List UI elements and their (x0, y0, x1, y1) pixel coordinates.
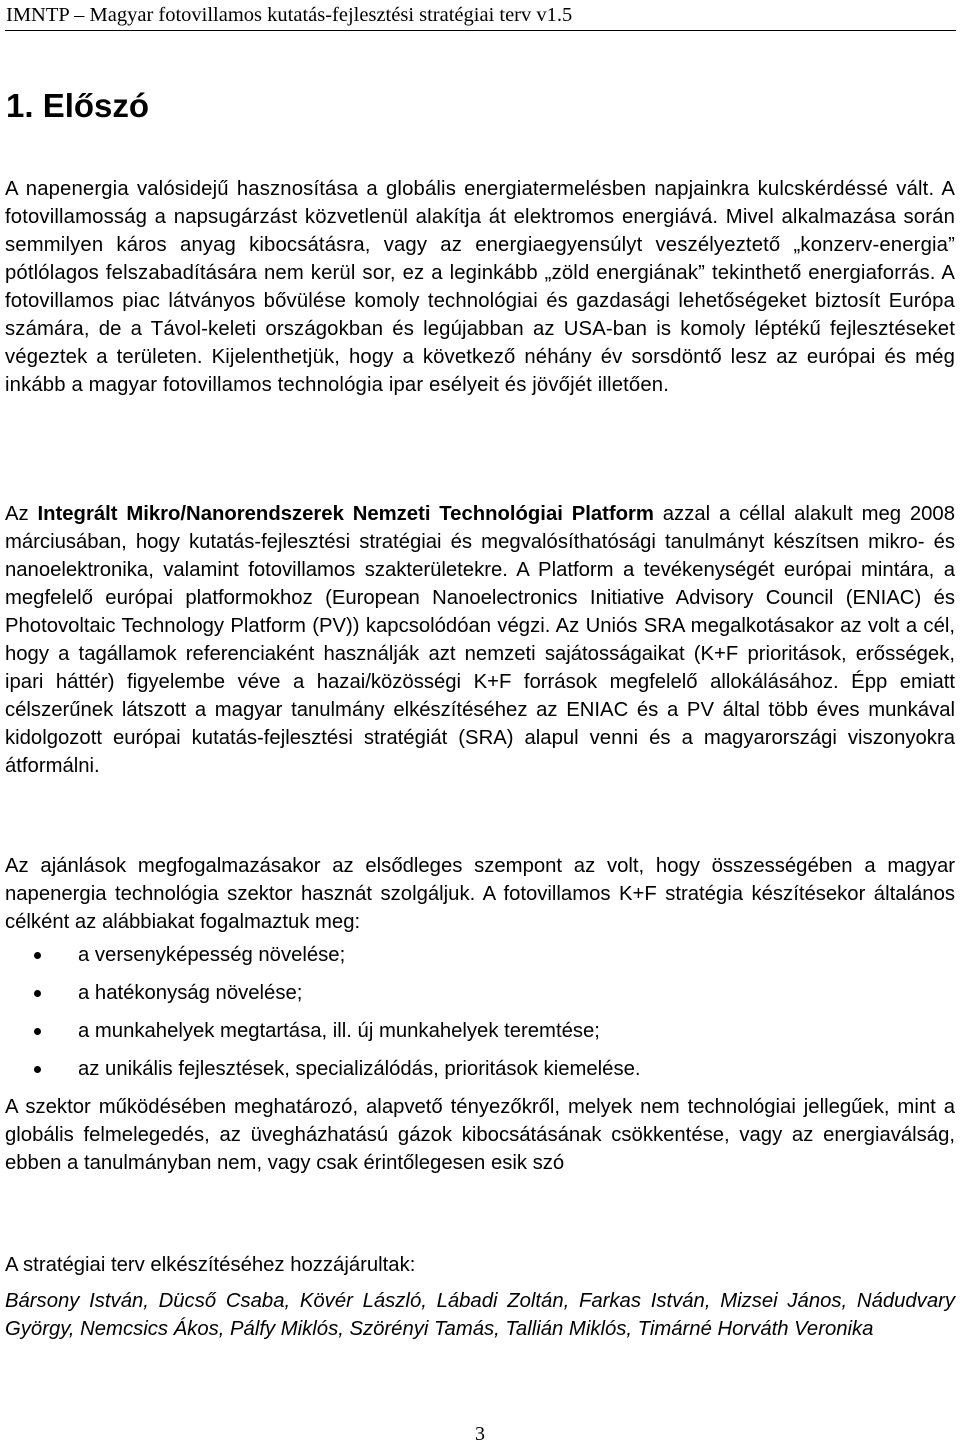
paragraph-recommendations: Az ajánlások megfogalmazásakor az elsődleges szempont az volt, hogy összességében a magyar napenergia technológia szektor hasznát szolgáljuk. A fotovillamos K+F stratégia készítésekor általános célként az alábbiakat fogalmaztuk meg: (5, 855, 955, 933)
section-title: 1. Előszó (6, 87, 150, 124)
list-item (5, 941, 955, 979)
paragraph-platform (5, 500, 955, 780)
list-item (5, 979, 955, 1017)
list-item-text: a versenyképesség növelése; (78, 944, 346, 966)
list-item-text: az unikális fejlesztések, specializálódás, prioritások kiemelése. (78, 1058, 641, 1080)
header-divider (5, 30, 956, 31)
aims-list (5, 941, 955, 1093)
contributors-list (5, 1287, 955, 1343)
aims-list-wrapper (5, 941, 955, 1093)
contributors-heading (5, 1251, 955, 1279)
bullet-icon (34, 990, 41, 997)
page-number: 3 (475, 1423, 485, 1445)
list-item-text: a munkahelyek megtartása, ill. új munkahelyek teremtése; (78, 1020, 600, 1042)
section-aims (5, 852, 955, 1177)
bullet-icon (34, 1066, 41, 1073)
running-header: IMNTP – Magyar fotovillamos kutatás-fejlesztési stratégiai terv v1.5 (6, 4, 573, 26)
paragraph-rest: azzal a céllal alakult meg 2008 márciusában, hogy kutatás-fejlesztési stratégiai és megvalósíthatósági tanulmányt készítsen mikro- és nanoelektronika, valamint fotovillamos szakterületekre. A Platform a tevékenységét európai mintára, a megfelelő európai platformokhoz (European Nanoelectronics Initiative Advisory Council (ENIAC) és Photovoltaic Technology Platform (PV)) kapcsolódóan végzi. Az Uniós SRA megalkotásakor az volt a cél, hogy a tagállamok referenciaként használják azt nemzeti sajátosságaikat (K+F prioritások, erősségek, ipari háttér) figyelembe véve a hazai/közösségi K+F források megfelelő allokálásához. Épp emiatt célszerűnek látszott a magyar tanulmány elkészítéséhez az ENIAC és a PV által több éves munkával kidolgozott európai kutatás-fejlesztési stratégiát (SRA) alapul venni és a magyarországi viszonyokra átformálni. (5, 503, 955, 777)
contributors-names: Bársony István, Dücső Csaba, Kövér László, Lábadi Zoltán, Farkas István, Mizsei János, Nádudvary György, Nemcsics Ákos, Pálfy Miklós, Szörényi Tamás, Tallián Miklós, Timárné Horváth Veronika (5, 1290, 955, 1340)
list-item (5, 1017, 955, 1055)
paragraph-prefix: Az (5, 503, 38, 525)
platform-name: Integrált Mikro/Nanorendszerek Nemzeti Technológiai Platform (37, 503, 654, 525)
paragraph-text: A napenergia valósidejű hasznosítása a globális energiatermelésben napjainkra kulcskérdéssé vált. A fotovillamosság a napsugárzást közvetlenül alakítja át elektromos energiává. Mivel alkalmazása során semmilyen káros anyag kibocsátásra, vagy az energiaegyensúlyt veszélyeztető „konzerv-energia” pótlólagos felszabadítására nem kerül sor, ez a leginkább „zöld energiának” tekinthető energiaforrás. A fotovillamos piac látványos bővülése komoly technológiai és gazdasági lehetőségeket biztosít Európa számára, de a Távol-keleti országokban és legújabban az USA-ban is komoly léptékű fejlesztéseket végeztek a területen. Kijelenthetjük, hogy a következő néhány év sorsdöntő lesz az európai és még inkább a magyar fotovillamos technológia ipar esélyeit és jövőjét illetően. (5, 178, 955, 396)
list-item (5, 1055, 955, 1093)
paragraph-intro (5, 175, 955, 399)
contributors-intro-text: A stratégiai terv elkészítéséhez hozzájárultak: (5, 1254, 416, 1276)
paragraph-sector: A szektor működésében meghatározó, alapvető tényezőkről, melyek nem technológiai jellegűek, mint a globális felmelegedés, az üvegházhatású gázok kibocsátásának csökkentése, vagy az energiaválság, ebben a tanulmányban nem, vagy csak érintőlegesen esik szó (5, 1096, 955, 1174)
bullet-icon (34, 952, 41, 959)
bullet-icon (34, 1028, 41, 1035)
paragraph-text (5, 500, 955, 780)
list-item-text: a hatékonyság növelése; (78, 982, 303, 1004)
